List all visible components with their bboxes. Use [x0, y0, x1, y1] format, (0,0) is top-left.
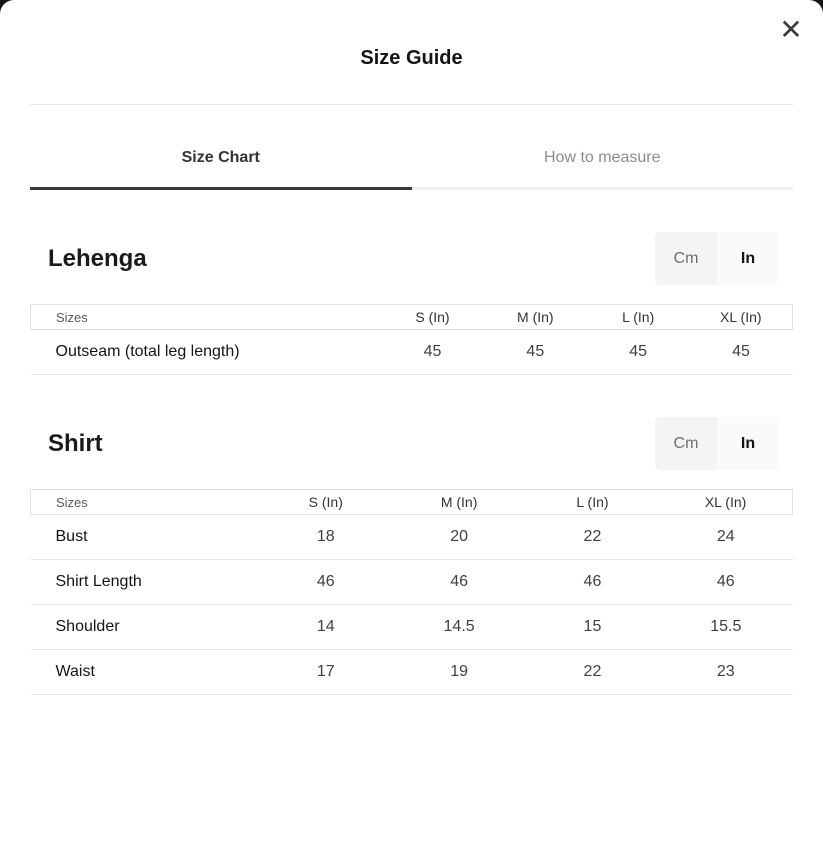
- row-label: Shirt Length: [55, 573, 142, 590]
- table-header-row: [31, 490, 793, 515]
- cell-value: 46: [450, 573, 468, 590]
- cell-value: 22: [583, 663, 602, 680]
- cell-value: 45: [526, 343, 545, 360]
- table-row: [31, 650, 793, 695]
- cell-value: 46: [716, 573, 735, 590]
- row-label: Shoulder: [55, 618, 120, 635]
- table-row: [31, 515, 793, 560]
- cell-value: 46: [583, 573, 602, 590]
- shirt-in-button[interactable]: In: [717, 417, 779, 470]
- lehenga-unit-toggle: [655, 232, 779, 285]
- cell-value: 22: [583, 528, 602, 545]
- cell-value: 20: [450, 528, 468, 545]
- page-title: Size Guide: [360, 47, 463, 69]
- cell-value: 45: [732, 343, 750, 360]
- cell-value: 46: [316, 573, 335, 590]
- table-row: [31, 330, 793, 375]
- row-label: Outseam (total leg length): [55, 343, 240, 360]
- shirt-unit-toggle: [655, 417, 779, 470]
- cell-value: 14.5: [443, 618, 475, 635]
- sizes-header: Sizes: [56, 494, 88, 510]
- size-xl-header: XL (In): [720, 309, 762, 325]
- cell-value: 15.5: [710, 618, 742, 635]
- lehenga-size-table: [30, 304, 793, 375]
- size-l-header: L (In): [576, 494, 609, 510]
- sizes-header: Sizes: [56, 309, 88, 325]
- row-label: Bust: [55, 528, 88, 545]
- size-l-header: L (In): [622, 309, 655, 325]
- lehenga-in-button[interactable]: In: [717, 232, 779, 285]
- tab-bar: [30, 105, 793, 190]
- close-button[interactable]: [771, 10, 811, 50]
- shirt-cm-button[interactable]: Cm: [655, 417, 717, 470]
- row-label: Waist: [55, 663, 95, 680]
- cell-value: 17: [316, 663, 335, 680]
- table-row: [31, 560, 793, 605]
- cell-value: 45: [423, 343, 442, 360]
- cell-value: 23: [716, 663, 735, 680]
- lehenga-cm-button[interactable]: Cm: [655, 232, 717, 285]
- close-icon: ✕: [779, 13, 803, 46]
- lehenga-heading: Lehenga: [48, 244, 147, 272]
- tab-size-chart[interactable]: Size Chart: [30, 105, 412, 190]
- size-s-header: S (In): [308, 494, 343, 510]
- shirt-size-table: [30, 489, 793, 695]
- shirt-section-header: [48, 417, 779, 470]
- shirt-heading: Shirt: [48, 429, 103, 457]
- cell-value: 14: [316, 618, 335, 635]
- size-s-header: S (In): [415, 309, 450, 325]
- size-m-header: M (In): [440, 494, 478, 510]
- cell-value: 18: [316, 528, 335, 545]
- size-xl-header: XL (In): [704, 494, 747, 510]
- table-row: [31, 605, 793, 650]
- cell-value: 24: [716, 528, 735, 545]
- cell-value: 19: [450, 663, 468, 680]
- size-m-header: M (In): [517, 309, 554, 325]
- tab-how-to-measure[interactable]: How to measure: [412, 105, 794, 190]
- table-header-row: [31, 305, 793, 330]
- cell-value: 45: [629, 343, 648, 360]
- lehenga-section-header: [48, 232, 779, 285]
- cell-value: 15: [583, 618, 602, 635]
